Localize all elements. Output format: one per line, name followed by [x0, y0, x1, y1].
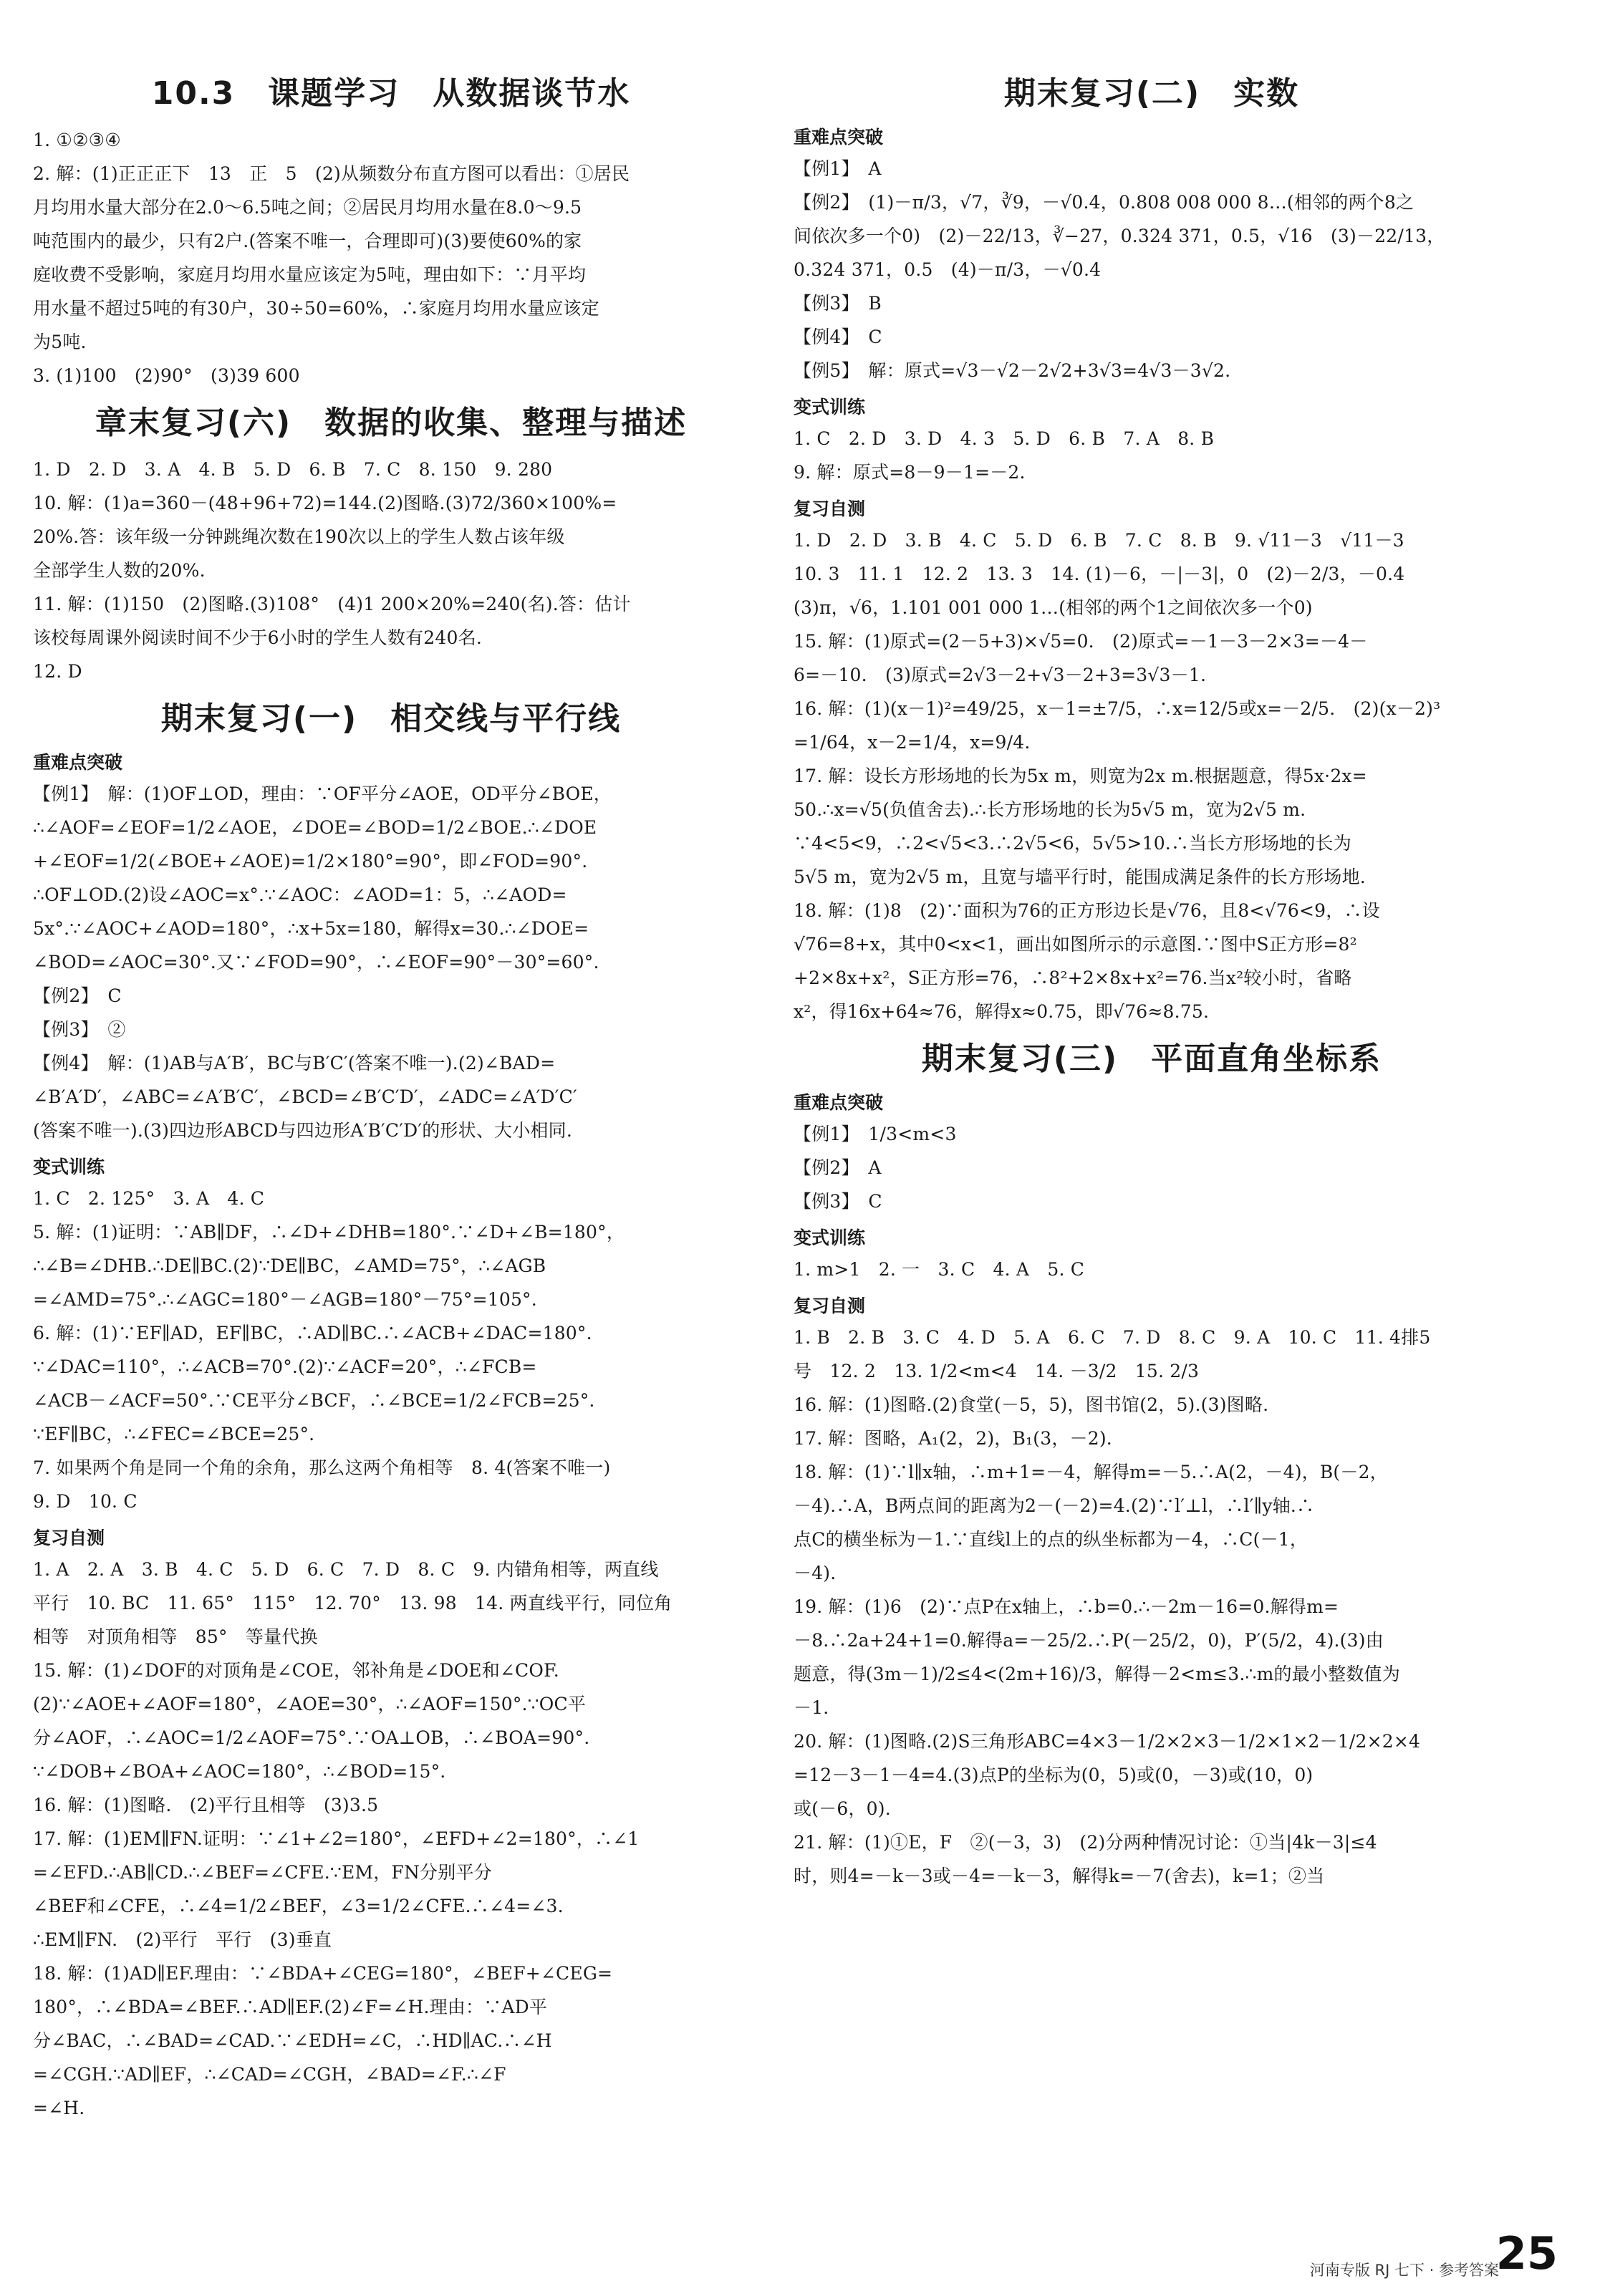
answer-line: 该校每周课外阅读时间不少于6小时的学生人数有240名. [33, 627, 482, 648]
subsection-heading: 变式训练 [33, 1157, 105, 1177]
answer-line: 【例2】 C [33, 985, 122, 1006]
answer-line: ∠BEF和∠CFE，∴∠4=1/2∠BEF，∠3=1/2∠CFE.∴∠4=∠3. [33, 1896, 564, 1916]
answer-line: 用水量不超过5吨的有30户，30÷50=60%，∴家庭月均用水量应该定 [33, 298, 599, 319]
answer-line: √76=8+x，其中0<x<1，画出如图所示的示意图.∵图中S正方形=8² [794, 934, 1357, 955]
answer-line: =∠CGH.∵AD∥EF，∴∠CAD=∠CGH，∠BAD=∠F.∴∠F [33, 2064, 506, 2085]
answer-line: 分∠AOF，∴∠AOC=1/2∠AOF=75°.∵OA⊥OB，∴∠BOA=90°. [33, 1727, 590, 1748]
answer-line: 题意，得(3m－1)/2≤4<(2m+16)/3，解得－2<m≤3.∴m的最小整数值为 [794, 1664, 1400, 1684]
answer-line: x²，得16x+64≈76，解得x≈0.75，即√76≈8.75. [794, 1001, 1210, 1022]
answer-line: ∠B′A′D′，∠ABC=∠A′B′C′，∠BCD=∠B′C′D′，∠ADC=∠A′D′C′ [33, 1086, 577, 1107]
answer-line: 时，则4=－k－3或－4=－k－3，解得k=－7(舍去)，k=1；②当 [794, 1866, 1325, 1886]
answer-line: 月均用水量大部分在2.0～6.5吨之间；②居民月均用水量在8.0～9.5 [33, 197, 582, 218]
answer-line: 吨范围内的最少，只有2户.(答案不唯一，合理即可)(3)要使60%的家 [33, 231, 582, 251]
answer-line: －4).∴A，B两点间的距离为2－(－2)=4.(2)∵l′⊥l，∴l′∥y轴.∴ [794, 1495, 1315, 1516]
answer-line: 【例4】 解：(1)AB与A′B′，BC与B′C′(答案不唯一).(2)∠BAD= [33, 1053, 556, 1074]
footer-label: 河南专版 RJ 七下 · 参考答案 [1309, 2262, 1499, 2279]
answer-line: 10. 解：(1)a=360－(48+96+72)=144.(2)图略.(3)72/360×100%= [33, 493, 617, 513]
answer-line: 50.∴x=√5(负值舍去).∴长方形场地的长为5√5 m，宽为2√5 m. [794, 799, 1306, 820]
answer-line: 12. D [33, 661, 82, 682]
answer-line: 【例1】 解：(1)OF⊥OD，理由：∵OF平分∠AOE，OD平分∠BOE， [33, 783, 612, 804]
section-title: 期末复习(一) 相交线与平行线 [160, 700, 622, 737]
answer-line: 3. (1)100 (2)90° (3)39 600 [33, 365, 300, 386]
answer-line: (答案不唯一).(3)四边形ABCD与四边形A′B′C′D′的形状、大小相同. [33, 1120, 572, 1141]
answer-line: ∵∠DOB+∠BOA+∠AOC=180°，∴∠BOD=15°. [33, 1761, 446, 1782]
answer-line: 18. 解：(1)AD∥EF.理由：∵∠BDA+∠CEG=180°，∠BEF+∠CEG= [33, 1963, 613, 1984]
answer-line: +∠EOF=1/2(∠BOE+∠AOE)=1/2×180°=90°，即∠FOD=90°. [33, 851, 588, 872]
answer-line: ∵∠DAC=110°，∴∠ACB=70°.(2)∵∠ACF=20°，∴∠FCB= [33, 1356, 537, 1377]
answer-line: 2. 解：(1)正正正下 13 正 5 (2)从频数分布直方图可以看出：①居民 [33, 163, 630, 184]
answer-line: ∠BOD=∠AOC=30°.又∵∠FOD=90°，∴∠EOF=90°－30°=60°. [33, 952, 599, 973]
section-title: 10.3 课题学习 从数据谈节水 [151, 75, 631, 112]
answer-line: －8.∴2a+24+1=0.解得a=－25/2.∴P(－25/2，0)，P′(5/2，4).(3)由 [794, 1630, 1384, 1651]
answer-line: 17. 解：(1)EM∥FN.证明：∵∠1+∠2=180°，∠EFD+∠2=180°，∴∠1 [33, 1828, 640, 1849]
answer-line: 1. D 2. D 3. B 4. C 5. D 6. B 7. C 8. B 9. √11－3 √11－3 [794, 530, 1404, 551]
answer-line: (2)∵∠AOE+∠AOF=180°，∠AOE=30°，∴∠AOF=150°.∵OC平 [33, 1694, 587, 1714]
answer-line: 【例1】 1/3<m<3 [794, 1124, 957, 1144]
subsection-heading: 重难点突破 [794, 127, 884, 148]
subsection-heading: 复习自测 [794, 498, 866, 519]
answer-line: 21. 解：(1)①E，F ②(－3，3) (2)分两种情况讨论：①当|4k－3|≤4 [794, 1832, 1377, 1853]
answer-line: 庭收费不受影响，家庭月均用水量应该定为5吨，理由如下：∵月平均 [33, 264, 587, 285]
answer-line: 【例4】 C [794, 327, 882, 347]
page-number: 25 [1495, 2227, 1558, 2280]
answer-line: 1. B 2. B 3. C 4. D 5. A 6. C 7. D 8. C 9. A 10. C 11. 4排5 [794, 1327, 1431, 1348]
answer-line: +2×8x+x²，S正方形=76，∴8²+2×8x+x²=76.当x²较小时，省略 [794, 968, 1352, 988]
answer-line: 19. 解：(1)6 (2)∵点P在x轴上，∴b=0.∴－2m－16=0.解得m= [794, 1596, 1339, 1617]
answer-line: 1. ①②③④ [33, 130, 121, 150]
answer-line: 为5吨. [33, 332, 87, 352]
answer-line: 5√5 m，宽为2√5 m，且宽与墙平行时，能围成满足条件的长方形场地. [794, 867, 1366, 887]
answer-line: 5. 解：(1)证明：∵AB∥DF，∴∠D+∠DHB=180°.∵∠D+∠B=180°， [33, 1222, 625, 1243]
section-title: 期末复习(二) 实数 [1003, 75, 1300, 112]
answer-line: =∠AMD=75°.∴∠AGC=180°－∠AGB=180°－75°=105°. [33, 1289, 537, 1310]
answer-line: 1. m>1 2. 一 3. C 4. A 5. C [794, 1259, 1085, 1280]
answer-line: 【例2】 A [794, 1157, 882, 1178]
answer-line: 0.324 371，0.5 (4)－π/3，－√0.4 [794, 259, 1102, 280]
answer-line: 间依次多一个0) (2)－22/13，∛−27，0.324 371，0.5，√16 (3)－22/13， [794, 226, 1445, 246]
answer-line: ∴∠B=∠DHB.∴DE∥BC.(2)∵DE∥BC，∠AMD=75°，∴∠AGB [33, 1255, 546, 1276]
answer-line: 20. 解：(1)图略.(2)S三角形ABC=4×3－1/2×2×3－1/2×1×2－1/2×2×4 [794, 1731, 1421, 1752]
subsection-heading: 重难点突破 [794, 1092, 884, 1113]
answer-line: 9. D 10. C [33, 1491, 138, 1512]
answer-line: =∠H. [33, 2098, 85, 2118]
answer-line: (3)π，√6，1.101 001 000 1…(相邻的两个1之间依次多一个0) [794, 597, 1313, 618]
subsection-heading: 复习自测 [33, 1528, 105, 1548]
answer-line: 7. 如果两个角是同一个角的余角，那么这两个角相等 8. 4(答案不唯一) [33, 1457, 611, 1478]
answer-line: 15. 解：(1)∠DOF的对顶角是∠COE，邻补角是∠DOE和∠COF. [33, 1660, 559, 1681]
answer-line: 平行 10. BC 11. 65° 115° 12. 70° 13. 98 14. 两直线平行，同位角 [33, 1593, 673, 1614]
answer-line: ∵EF∥BC，∴∠FEC=∠BCE=25°. [33, 1424, 315, 1444]
answer-line: 1. D 2. D 3. A 4. B 5. D 6. B 7. C 8. 150 9. 280 [33, 459, 553, 480]
answer-line: 18. 解：(1)8 (2)∵面积为76的正方形边长是√76，且8<√76<9，∴设 [794, 900, 1380, 921]
answer-line: ∵4<5<9，∴2<√5<3.∴2√5<6，5√5>10.∴当长方形场地的长为 [794, 833, 1351, 854]
answer-line: 5x°.∵∠AOC+∠AOD=180°，∴x+5x=180，解得x=30.∴∠DOE= [33, 918, 589, 939]
answer-line: 全部学生人数的20%. [33, 560, 206, 581]
answer-line: 1. A 2. A 3. B 4. C 5. D 6. C 7. D 8. C 9. 内错角相等，两直线 [33, 1559, 659, 1580]
answer-line: 相等 对顶角相等 85° 等量代换 [33, 1626, 318, 1647]
answer-line: 20%.答：该年级一分钟跳绳次数在190次以上的学生人数占该年级 [33, 526, 565, 547]
subsection-heading: 复习自测 [794, 1296, 866, 1316]
answer-line: 9. 解：原式=8－9－1=－2. [794, 462, 1026, 483]
subsection-heading: 变式训练 [794, 397, 866, 418]
answer-line: 1. C 2. 125° 3. A 4. C [33, 1188, 265, 1209]
answer-line: 号 12. 2 13. 1/2<m<4 14. －3/2 15. 2/3 [794, 1361, 1200, 1381]
answer-line: 【例3】 C [794, 1191, 882, 1212]
answer-line: 16. 解：(1)(x－1)²=49/25，x－1=±7/5，∴x=12/5或x=－2/5. (2)(x－2)³ [794, 698, 1441, 719]
answer-line: －1. [794, 1697, 829, 1718]
answer-line: =12－3－1－4=4.(3)点P的坐标为(0，5)或(0，－3)或(10，0) [794, 1765, 1314, 1785]
answer-line: 分∠BAC，∴∠BAD=∠CAD.∵∠EDH=∠C，∴HD∥AC.∴∠H [33, 2030, 552, 2051]
answer-line: 10. 3 11. 1 12. 2 13. 3 14. (1)－6，－|－3|，0 (2)－2/3，－0.4 [794, 564, 1405, 584]
subsection-heading: 重难点突破 [33, 752, 123, 773]
answer-line: 【例5】 解：原式=√3－√2－2√2+3√3=4√3－3√2. [794, 360, 1231, 381]
subsection-heading: 变式训练 [794, 1227, 866, 1248]
answer-line: ∠ACB－∠ACF=50°.∵CE平分∠BCF，∴∠BCE=1/2∠FCB=25°. [33, 1390, 595, 1411]
section-title: 期末复习(三) 平面直角坐标系 [921, 1041, 1382, 1077]
right-column [794, 63, 1510, 1893]
answer-line: 15. 解：(1)原式=(2－5+3)×√5=0. (2)原式=－1－3－2×3=－4－ [794, 631, 1368, 652]
answer-line: ∴EM∥FN. (2)平行 平行 (3)垂直 [33, 1929, 332, 1950]
answer-line: 16. 解：(1)图略.(2)食堂(－5，5)，图书馆(2，5).(3)图略. [794, 1394, 1269, 1415]
left-column [33, 63, 749, 2125]
answer-line: 17. 解：设长方形场地的长为5x m，则宽为2x m.根据题意，得5x·2x= [794, 766, 1367, 786]
answer-line: －4). [794, 1563, 837, 1583]
answer-line: 【例2】 (1)－π/3，√7，∛9，－√0.4，0.808 008 000 8…(相邻的两个8之 [794, 192, 1414, 213]
answer-line: 或(－6，0). [794, 1798, 891, 1819]
answer-line: 17. 解：图略，A₁(2，2)，B₁(3，－2). [794, 1428, 1112, 1449]
answer-line: 【例1】 A [794, 158, 882, 179]
answer-line: 【例3】 ② [33, 1019, 126, 1040]
answer-line: =1/64，x－2=1/4，x=9/4. [794, 732, 1031, 753]
answer-line: ∴∠AOF=∠EOF=1/2∠AOE，∠DOE=∠BOD=1/2∠BOE.∴∠DOE [33, 817, 597, 838]
answer-line: 16. 解：(1)图略. (2)平行且相等 (3)3.5 [33, 1795, 379, 1815]
answer-line: 点C的横坐标为－1.∵直线l上的点的纵坐标都为－4，∴C(－1， [794, 1529, 1308, 1550]
answer-line: ∴OF⊥OD.(2)设∠AOC=x°.∵∠AOC：∠AOD=1：5，∴∠AOD= [33, 884, 567, 905]
answer-line: 6. 解：(1)∵EF∥AD，EF∥BC，∴AD∥BC.∴∠ACB+∠DAC=180°. [33, 1323, 592, 1344]
answer-line: 18. 解：(1)∵l∥x轴，∴m+1=－4，解得m=－5.∴A(2，－4)，B(－2， [794, 1462, 1388, 1482]
answer-line: 6=－10. (3)原式=2√3－2+√3－2+3=3√3－1. [794, 665, 1207, 685]
answer-line: =∠EFD.∴AB∥CD.∴∠BEF=∠CFE.∵EM，FN分别平分 [33, 1862, 492, 1883]
answer-line: 11. 解：(1)150 (2)图略.(3)108° (4)1 200×20%=240(名).答：估计 [33, 594, 631, 614]
answer-line: 1. C 2. D 3. D 4. 3 5. D 6. B 7. A 8. B [794, 428, 1215, 449]
answer-line: 180°，∴∠BDA=∠BEF.∴AD∥EF.(2)∠F=∠H.理由：∵AD平 [33, 1997, 548, 2017]
section-title: 章末复习(六) 数据的收集、整理与描述 [95, 405, 688, 441]
answer-line: 【例3】 B [794, 293, 882, 314]
